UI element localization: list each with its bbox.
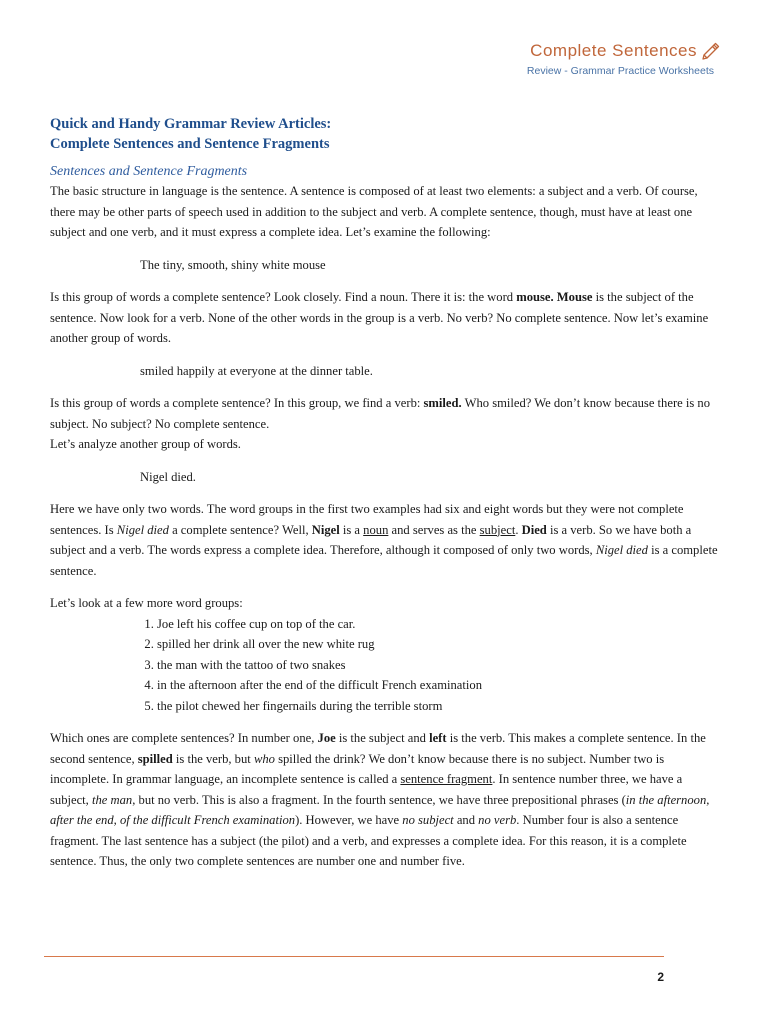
- list-item: 1. Joe left his coffee cup on top of the car.: [157, 614, 718, 635]
- header-title: Complete Sentences: [530, 41, 697, 60]
- heading-line-1: Quick and Handy Grammar Review Articles:: [50, 116, 332, 132]
- list-item: 2. spilled her drink all over the new white rug: [157, 634, 718, 655]
- paragraph-nigel-analysis: Here we have only two words. The word groups in the first two examples had six and eight words but they were not complete sentences. Is Nigel died a complete sentence? Well, Nigel is a noun and serves as the subject. Died is a verb. So we have both a subject and a verb. The words express a complete idea. Therefore, although it composed of only two words, Nigel died is a complete sentence.: [50, 502, 718, 578]
- list-intro: Let’s look at a few more word groups:: [50, 596, 243, 610]
- list-item: 4. in the afternoon after the end of the difficult French examination: [157, 675, 718, 696]
- paragraph-intro: The basic structure in language is the sentence. A sentence is composed of at least two elements: a subject and a verb. Of course, there may be other parts of speech used in addition to the subject and verb. A complete sentence, though, must have at least one subject and one verb, and it must express a complete idea. Let’s examine the following:: [50, 184, 698, 239]
- page-header: [527, 40, 722, 77]
- footer-divider: [44, 956, 664, 957]
- list-item: 5. the pilot chewed her fingernails during the terrible storm: [157, 696, 718, 717]
- header-subtitle: Review - Grammar Practice Worksheets: [526, 65, 714, 77]
- example-smiled: smiled happily at everyone at the dinner table.: [140, 363, 373, 378]
- pencil-icon: [700, 40, 722, 62]
- header-title-row: [530, 40, 722, 62]
- example-nigel: Nigel died.: [140, 469, 196, 484]
- paragraph-answers: Which ones are complete sentences? In number one, Joe is the subject and left is the verb. This makes a complete sentence. In the second sentence, spilled is the verb, but who spilled the drink? We don’t know because there is no subject. Number two is incomplete. In grammar language, an incomplete sentence is called a sentence fragment. In sentence number three, we have a subject, the man, but no verb. This is also a fragment. In the fourth sentence, we have three prepositional phrases (in the afternoon, after the end, of the difficult French examination). However, we have no subject and no verb. Number four is also a sentence fragment. The last sentence has a subject (the pilot) and a verb, and expresses a complete idea. For this reason, it is a complete sentence. Thus, the only two complete sentences are number one and number five.: [50, 731, 710, 868]
- article-heading: [50, 114, 718, 154]
- section-subheading: Sentences and Sentence Fragments: [50, 164, 248, 179]
- heading-line-2: Complete Sentences and Sentence Fragments: [50, 136, 330, 152]
- word-group-list: [50, 614, 718, 717]
- page-number: 2: [657, 970, 664, 984]
- example-mouse: The tiny, smooth, shiny white mouse: [140, 257, 326, 272]
- document-body: [50, 114, 718, 872]
- list-item: 3. the man with the tattoo of two snakes: [157, 655, 718, 676]
- paragraph-smiled-analysis: Is this group of words a complete sentence? In this group, we find a verb: smiled. Who smiled? We don’t know because there is no subject. No subject? No complete sentence. Let’s analyze another group of words.: [50, 396, 711, 451]
- paragraph-mouse-analysis: Is this group of words a complete sentence? Look closely. Find a noun. There it is: the word mouse. Mouse is the subject of the sentence. Now look for a verb. None of the other words in the group is a verb. No verb? No complete sentence. Now let’s examine another group of words.: [50, 290, 709, 345]
